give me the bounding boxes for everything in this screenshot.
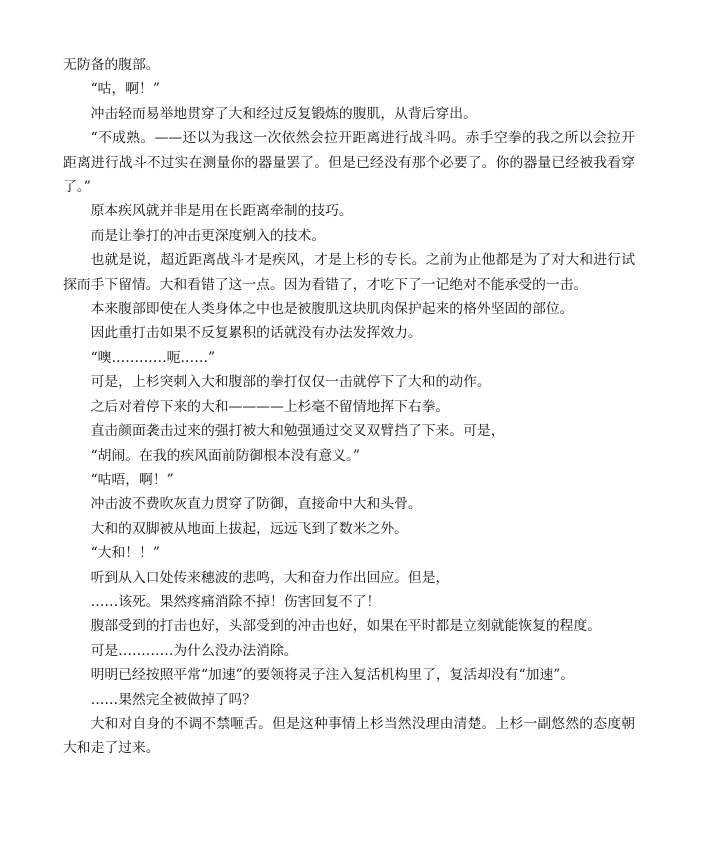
- paragraph: “咕唔，啊！”: [90, 471, 174, 488]
- paragraph: 也就是说，超近距离战斗才是疾风，才是上杉的专长。之前为止他都是为了对大和进行试探而手下留情。大和看错了这一点。因为看错了，才吃下了一记绝对不能承受的一击。: [63, 252, 635, 293]
- paragraph: 因此重打击如果不反复累积的话就没有办法发挥效力。: [90, 325, 422, 342]
- paragraph: 之后对着停下来的大和————上杉毫不留情地挥下右拳。: [90, 398, 450, 415]
- paragraph: 明明已经按照平常“加速”的要领将灵子注入复活机构里了，复活却没有“加速”。: [90, 667, 575, 684]
- paragraph: 可是，上杉突刺入大和腹部的拳打仅仅一击就停下了大和的动作。: [90, 374, 491, 391]
- paragraph: 直击颜面袭击过来的强打被大和勉强通过交叉双臂挡了下来。可是，: [90, 423, 505, 440]
- paragraph: 听到从入口处传来穗波的悲鸣，大和奋力作出回应。但是，: [90, 569, 450, 586]
- paragraph: 本来腹部即使在人类身体之中也是被腹肌这块肌肉保护起来的格外坚固的部位。: [90, 301, 574, 318]
- paragraph: 原本疾风就并非是用在长距离牵制的技巧。: [90, 203, 353, 220]
- paragraph: ……该死。果然疼痛消除不掉！伤害回复不了！: [90, 593, 381, 610]
- paragraph: 冲击轻而易举地贯穿了大和经过反复锻炼的腹肌，从背后穿出。: [90, 105, 477, 122]
- paragraph: ……果然完全被做掉了吗？: [90, 691, 257, 708]
- paragraph: 可是…………为什么没办法消除。: [90, 642, 298, 659]
- paragraph: “大和！！”: [90, 545, 160, 562]
- paragraph: “咕，啊！”: [90, 81, 160, 98]
- paragraph: “胡闹。在我的疾风面前防御根本没有意义。”: [90, 447, 360, 464]
- paragraph: 大和对自身的不调不禁咂舌。但是这种事情上杉当然没理由清楚。上杉一副悠然的态度朝大和走了过来。: [63, 715, 635, 757]
- paragraph: 大和的双脚被从地面上拔起，远远飞到了数米之外。: [90, 520, 408, 537]
- document-body: [63, 53, 635, 761]
- paragraph: 而是让拳打的冲击更深度剜入的技术。: [90, 227, 326, 244]
- paragraph: 无防备的腹部。: [63, 57, 160, 73]
- paragraph: 腹部受到的打击也好，头部受到的冲击也好，如果在平时都是立刻就能恢复的程度。: [90, 618, 602, 635]
- paragraph: “噢…………呃……”: [90, 349, 216, 366]
- paragraph: 冲击波不费吹灰直力贯穿了防御，直接命中大和头骨。: [90, 496, 422, 513]
- paragraph: “不成熟。——还以为我这一次依然会拉开距离进行战斗吗。赤手空拳的我之所以会拉开距离进行战斗不过实在测量你的器量罢了。但是已经没有那个必要了。你的器量已经被我看穿了。”: [63, 130, 635, 196]
